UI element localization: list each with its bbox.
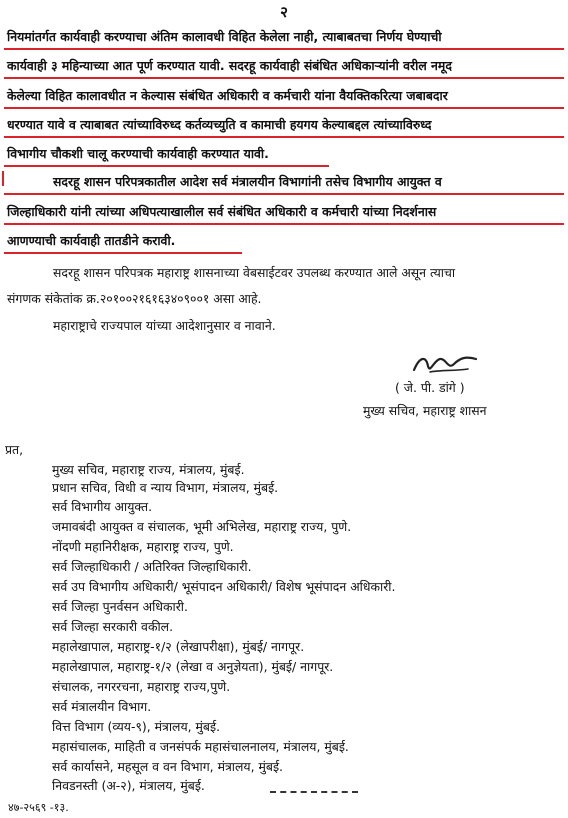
paragraph1-line2: कार्यवाही ३ महिन्याच्या आत पूर्ण करण्यात यावी. सदरहू कार्यवाही संबंधित अधिकाऱ्यांनी वरील नमूद [7,58,452,73]
recipient-5: नोंदणी महानिरीक्षक, महाराष्ट्र राज्य, पुणे. [52,539,234,554]
recipient-7: सर्व उप विभागीय अधिकारी/ भूसंपादन अधिकारी/ विशेष भूसंपादन अधिकारी. [52,579,396,594]
signature-mark [410,350,480,380]
paragraph2-line1: सदरहू शासन परिपत्रकातील आदेश सर्व मंत्रालयीन विभागांनी तसेच विभागीय आयुक्त व [53,174,442,189]
paragraph2-line3: आणण्याची कार्यवाही तातडीने करावी. [7,233,176,248]
signatory-name: ( जे. पी. डांगे ) [395,380,465,395]
paragraph4: महाराष्ट्राचे राज्यपाल यांच्या आदेशानुसार व नावाने. [53,318,276,333]
red-underline-8 [4,252,242,254]
recipient-14: वित्त विभाग (व्यय-९), मंत्रालय, मुंबई. [52,719,221,734]
red-underline-6 [4,193,564,195]
closing-dashed-rule [270,791,358,793]
recipient-10: महालेखापाल, महाराष्ट्र-१/२ (लेखापरीक्षा), मुंबई/ नागपूर. [52,639,305,654]
recipient-13: सर्व मंत्रालयीन विभाग. [52,699,152,714]
recipient-4: जमावबंदी आयुक्त व संचालक, भूमी अभिलेख, महाराष्ट्र राज्य, पुणे. [52,519,352,534]
red-underline-1 [4,48,564,50]
paragraph2-line2: जिल्हाधिकारी यांनी त्यांच्या अधिपत्याखालील सर्व संबंधित अधिकारी व कर्मचारी यांच्या निदर्शनास [7,204,437,219]
paragraph1-line5: विभागीय चौकशी चालू करण्याची कार्यवाही करण्यात यावी. [7,146,269,161]
recipient-3: सर्व विभागीय आयुक्त. [52,499,153,514]
copy-to-label: प्रत, [5,442,24,457]
recipient-15: महासंचालक, माहिती व जनसंपर्क महासंचालनालय, मंत्रालय, मुंबई. [52,739,349,754]
recipient-17: निवडनस्ती (अ-२), मंत्रालय, मुंबई. [52,778,205,793]
recipient-9: सर्व जिल्हा सरकारी वकील. [52,619,174,634]
red-underline-4 [4,136,564,138]
signatory-designation: मुख्य सचिव, महाराष्ट्र शासन [363,403,487,418]
paragraph1-line4: धरण्यात यावे व त्याबाबत त्यांच्याविरुध्द कर्तव्यच्युति व कामाची हयगय केल्याबद्दल त्यांच्याविरुध्द [7,117,432,132]
recipient-2: प्रधान सचिव, विधी व न्याय विभाग, मंत्रालय, मुंबई. [52,480,279,495]
red-underline-2 [4,77,564,79]
paragraph1-line3: केलेल्या विहित कालावधीत न केल्यास संबंधित अधिकारी व कर्मचारी यांना वैयक्तिकरित्या जबाबदार [7,88,448,103]
recipient-16: सर्व कार्यासने, महसूल व वन विभाग, मंत्रालय, मुंबई. [52,759,283,774]
red-underline-5 [4,165,329,167]
footer-code: ४७-२५६९ -१३. [8,801,69,814]
red-underline-7 [4,223,564,225]
red-underline-3 [4,107,564,109]
recipient-11: महालेखापाल, महाराष्ट्र-१/२ (लेखा व अनुज्ञेयता), मुंबई/ नागपूर. [52,659,334,674]
recipient-1: मुख्य सचिव, महाराष्ट्र राज्य, मंत्रालय, मुंबई. [52,462,245,477]
recipient-6: सर्व जिल्हाधिकारी / अतिरिक्त जिल्हाधिकारी. [52,559,252,574]
paragraph3-line1: सदरहू शासन परिपत्रक महाराष्ट्र शासनाच्या वेबसाईटवर उपलब्ध करण्यात आले असून त्याचा [53,265,456,280]
recipient-12: संचालक, नगररचना, महाराष्ट्र राज्य,पुणे. [52,679,231,694]
recipient-8: सर्व जिल्हा पुनर्वसन अधिकारी. [52,599,188,614]
paragraph3-line2: संगणक संकेतांक क्र.२०१००२१६१६३४०९००१ असा आहे. [7,291,262,306]
page-number: २ [280,3,288,21]
red-margin-mark [2,171,4,186]
paragraph1-line1: नियमांतर्गत कार्यवाही करण्याचा अंतिम कालावधी विहित केलेला नाही, त्याबाबतचा निर्णय घेण्याची [7,29,442,44]
